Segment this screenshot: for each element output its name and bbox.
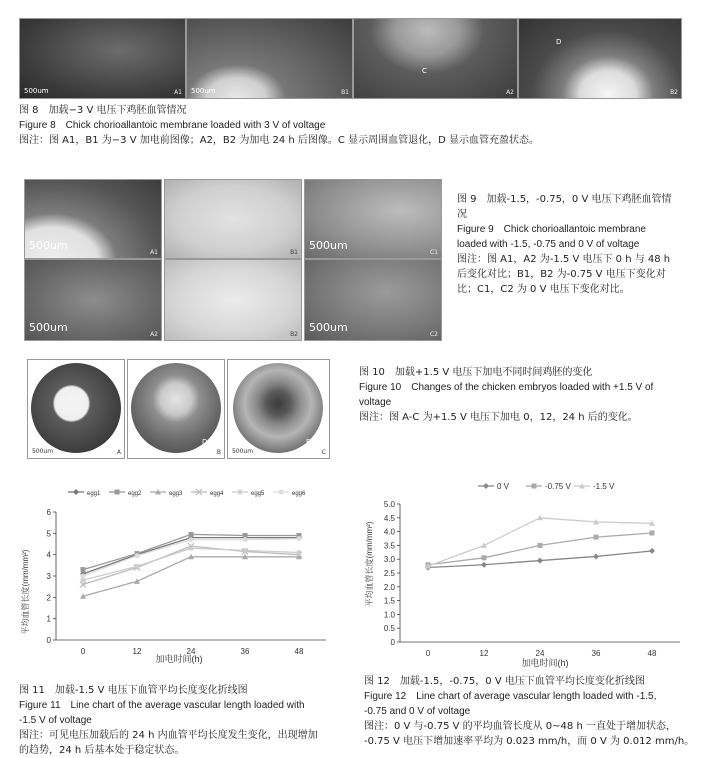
fig12-caption [364, 674, 699, 749]
data-point [594, 535, 599, 540]
fig9-caption-line: 后变化对比；B1，B2 为-0.75 V 电压下变化对 [457, 269, 666, 280]
petri-dish [31, 363, 121, 453]
data-point [482, 555, 487, 560]
fig11-note: 图注：可见电压加载后的 24 h 内血管平均长度发生变化，出现增加 [19, 730, 318, 741]
y-tick-label: 0 [390, 638, 395, 647]
scale-bar-label: 500um [232, 448, 254, 455]
y-tick-label: 3 [46, 572, 51, 581]
fig12-xlabel: 加电时间(h) [521, 658, 569, 668]
x-tick-label: 0 [80, 647, 86, 656]
fig11-ylabel: 平均血管长度(mm/mm²) [21, 549, 30, 635]
fig10-image-a [27, 359, 125, 459]
y-tick-label: 6 [46, 508, 51, 517]
panel-label: B [216, 449, 221, 456]
y-tick-label: 4 [46, 550, 51, 560]
fig9-image-c1 [304, 179, 442, 259]
panel-label: C2 [429, 331, 438, 338]
y-tick-label: 0 [46, 636, 51, 645]
fig9-image-b2 [164, 259, 302, 341]
fig8-note: 图注：图 A1，B1 为−3 V 加电前图像；A2，B2 为加电 24 h 后图像。C 显示周围血管退化，D 显示血管充盈状态。 [19, 135, 539, 146]
legend-marker [115, 490, 120, 495]
panel-label: B1 [341, 89, 349, 96]
panel-label: C [321, 449, 326, 456]
panel-label: A [116, 449, 121, 456]
panel-label: A2 [506, 89, 514, 96]
y-tick-label: 3.5 [383, 541, 395, 551]
scale-bar-label: 500um [32, 448, 54, 455]
legend-marker [483, 483, 489, 489]
fig10-caption-cn: 图 10 加载+1.5 V 电压下加电不同时间鸡胚的变化 [359, 367, 593, 378]
legend-label: -1.5 V [593, 482, 615, 491]
fig8-image-b1 [186, 18, 353, 99]
y-tick-label: 1 [46, 614, 51, 624]
data-point [189, 537, 194, 542]
fig8-image-a2 [353, 18, 518, 99]
panel-label: A2 [150, 331, 158, 338]
fig8-caption [19, 103, 689, 148]
fig12-caption-en: Figure 12 Line chart of average vascular length loaded with -1.5, [364, 691, 657, 702]
annotation-d: D [556, 38, 562, 46]
fig9-caption-line: 图 9 加载-1.5，-0.75，0 V 电压下鸡胚血管情 [457, 194, 672, 205]
fig9-image-a1 [24, 179, 162, 259]
fig9-caption-line: loaded with -1.5, -0.75 and 0 V of voltage [457, 239, 640, 250]
legend-label: egg5 [251, 491, 265, 497]
fig12-chart [360, 474, 690, 674]
fig8-image-a1 [19, 18, 186, 99]
legend-label: egg3 [169, 491, 183, 497]
fig12-caption-en: -0.75 and 0 V of voltage [364, 706, 471, 717]
data-point [243, 537, 248, 542]
fig10-note: 图注：图 A-C 为+1.5 V 电压下加电 0，12，24 h 后的变化。 [359, 412, 638, 423]
x-tick-label: 24 [535, 649, 545, 658]
fig11-series [80, 532, 302, 599]
data-point [243, 533, 248, 538]
panel-label: B1 [290, 249, 298, 256]
data-point [81, 574, 86, 579]
fig9-caption-line: 比；C1，C2 为 0 V 电压下变化对比。 [457, 284, 630, 295]
data-point [81, 567, 86, 572]
data-point [135, 553, 140, 558]
petri-dish [131, 363, 221, 453]
data-point [481, 542, 487, 548]
fig11-caption-cn: 图 11 加载-1.5 V 电压下血管平均长度变化折线图 [19, 685, 248, 696]
panel-label: B2 [670, 89, 678, 96]
fig9-image-b1 [164, 179, 302, 259]
scale-bar-label: 500um [24, 87, 49, 95]
legend-label: egg2 [128, 491, 142, 497]
legend-label: -0.75 V [545, 482, 571, 491]
y-tick-label: 1.5 [383, 596, 395, 606]
legend-marker [73, 489, 79, 495]
annotation-e: E [306, 438, 311, 446]
fig9-caption-line: 况 [457, 209, 467, 220]
fig12-ylabel: 平均血管长度(mm/mm²) [365, 521, 374, 607]
legend-marker [279, 490, 284, 495]
fig10-caption [359, 365, 694, 425]
fig10-image-b [127, 359, 225, 459]
fig10-caption-en: Figure 10 Changes of the chicken embryos loaded with +1.5 V of [359, 382, 654, 393]
y-tick-label: 2.0 [383, 582, 395, 592]
data-point [593, 553, 599, 559]
fig12-caption-cn: 图 12 加载-1.5，-0.75，0 V 电压下血管平均长度变化折线图 [364, 676, 645, 687]
scale-bar-label: 500um [29, 239, 68, 252]
fig9-caption [457, 192, 693, 297]
x-tick-label: 48 [294, 647, 304, 656]
legend-label: egg6 [292, 491, 306, 497]
data-point [537, 558, 543, 564]
legend-label: egg1 [87, 491, 101, 497]
legend-marker [532, 484, 537, 489]
fig10-caption-en: voltage [359, 397, 392, 408]
x-tick-label: 36 [591, 649, 601, 658]
scale-bar-label: 500um [309, 239, 348, 252]
x-tick-label: 36 [240, 647, 250, 656]
fig12-note: -0.75 V 电压下增加速率平均为 0.023 mm/h，而 0 V 为 0.012 mm/h。 [364, 736, 695, 747]
fig12-axes [384, 500, 680, 658]
x-tick-label: 12 [479, 649, 489, 658]
scale-bar-label: 500um [191, 87, 216, 95]
fig8-caption-en: Figure 8 Chick chorioallantoic membrane loaded with 3 V of voltage [19, 120, 326, 131]
y-tick-label: 1.0 [383, 610, 395, 620]
fig11-caption-en: Figure 11 Line chart of the average vascular length loaded with [19, 700, 305, 711]
fig9-caption-line: 图注：图 A1，A2 为-1.5 V 电压下 0 h 与 48 h [457, 254, 671, 265]
panel-label: A1 [174, 89, 182, 96]
x-tick-label: 24 [186, 647, 196, 656]
y-tick-label: 2.5 [383, 569, 395, 578]
scale-bar-label: 500um [29, 321, 68, 334]
panel-label: A1 [150, 249, 158, 256]
data-point [649, 548, 655, 554]
fig8-caption-cn: 图 8 加载−3 V 电压下鸡胚血管情况 [19, 105, 187, 116]
x-tick-label: 48 [647, 649, 657, 658]
x-tick-label: 12 [132, 647, 142, 656]
y-tick-label: 5 [46, 529, 51, 539]
data-point [481, 562, 487, 568]
fig9-caption-line: Figure 9 Chick chorioallantoic membrane [457, 224, 646, 235]
fig11-axes [47, 508, 326, 656]
fig8-image-b2 [518, 18, 682, 99]
data-point [242, 547, 248, 553]
annotation-d: D [202, 438, 208, 446]
y-tick-label: 4.0 [383, 527, 395, 537]
fig11-chart [16, 482, 340, 682]
fig11-caption-en: -1.5 V of voltage [19, 715, 92, 726]
y-tick-label: 3.0 [383, 555, 395, 565]
fig11-xlabel: 加电时间(h) [155, 654, 203, 664]
panel-label: C1 [429, 249, 438, 256]
annotation-c: C [422, 67, 427, 75]
fig12-legend [478, 482, 615, 491]
legend-marker [237, 489, 243, 495]
scale-bar-label: 500um [309, 321, 348, 334]
fig12-note: 图注：0 V 与-0.75 V 的平均血管长度从 0~48 h 一直处于增加状态， [364, 721, 676, 732]
y-tick-label: 4.5 [383, 513, 395, 523]
fig9-image-a2 [24, 259, 162, 341]
y-tick-label: 0.5 [383, 624, 395, 634]
y-tick-label: 2 [46, 593, 51, 603]
data-point [538, 543, 543, 548]
fig11-note: 的趋势，24 h 后基本处于稳定状态。 [19, 745, 185, 756]
panel-label: B2 [290, 331, 298, 338]
y-tick-label: 5.0 [383, 500, 395, 509]
fig9-image-c2 [304, 259, 442, 341]
legend-label: egg4 [210, 491, 224, 497]
data-point [650, 530, 655, 535]
fig11-caption [19, 683, 354, 758]
data-point [189, 532, 194, 537]
legend-label: 0 V [497, 482, 510, 491]
fig11-legend [68, 489, 306, 497]
x-tick-label: 0 [425, 649, 431, 658]
fig10-image-c [227, 359, 330, 459]
data-point [297, 536, 302, 541]
fig12-series [425, 515, 655, 571]
